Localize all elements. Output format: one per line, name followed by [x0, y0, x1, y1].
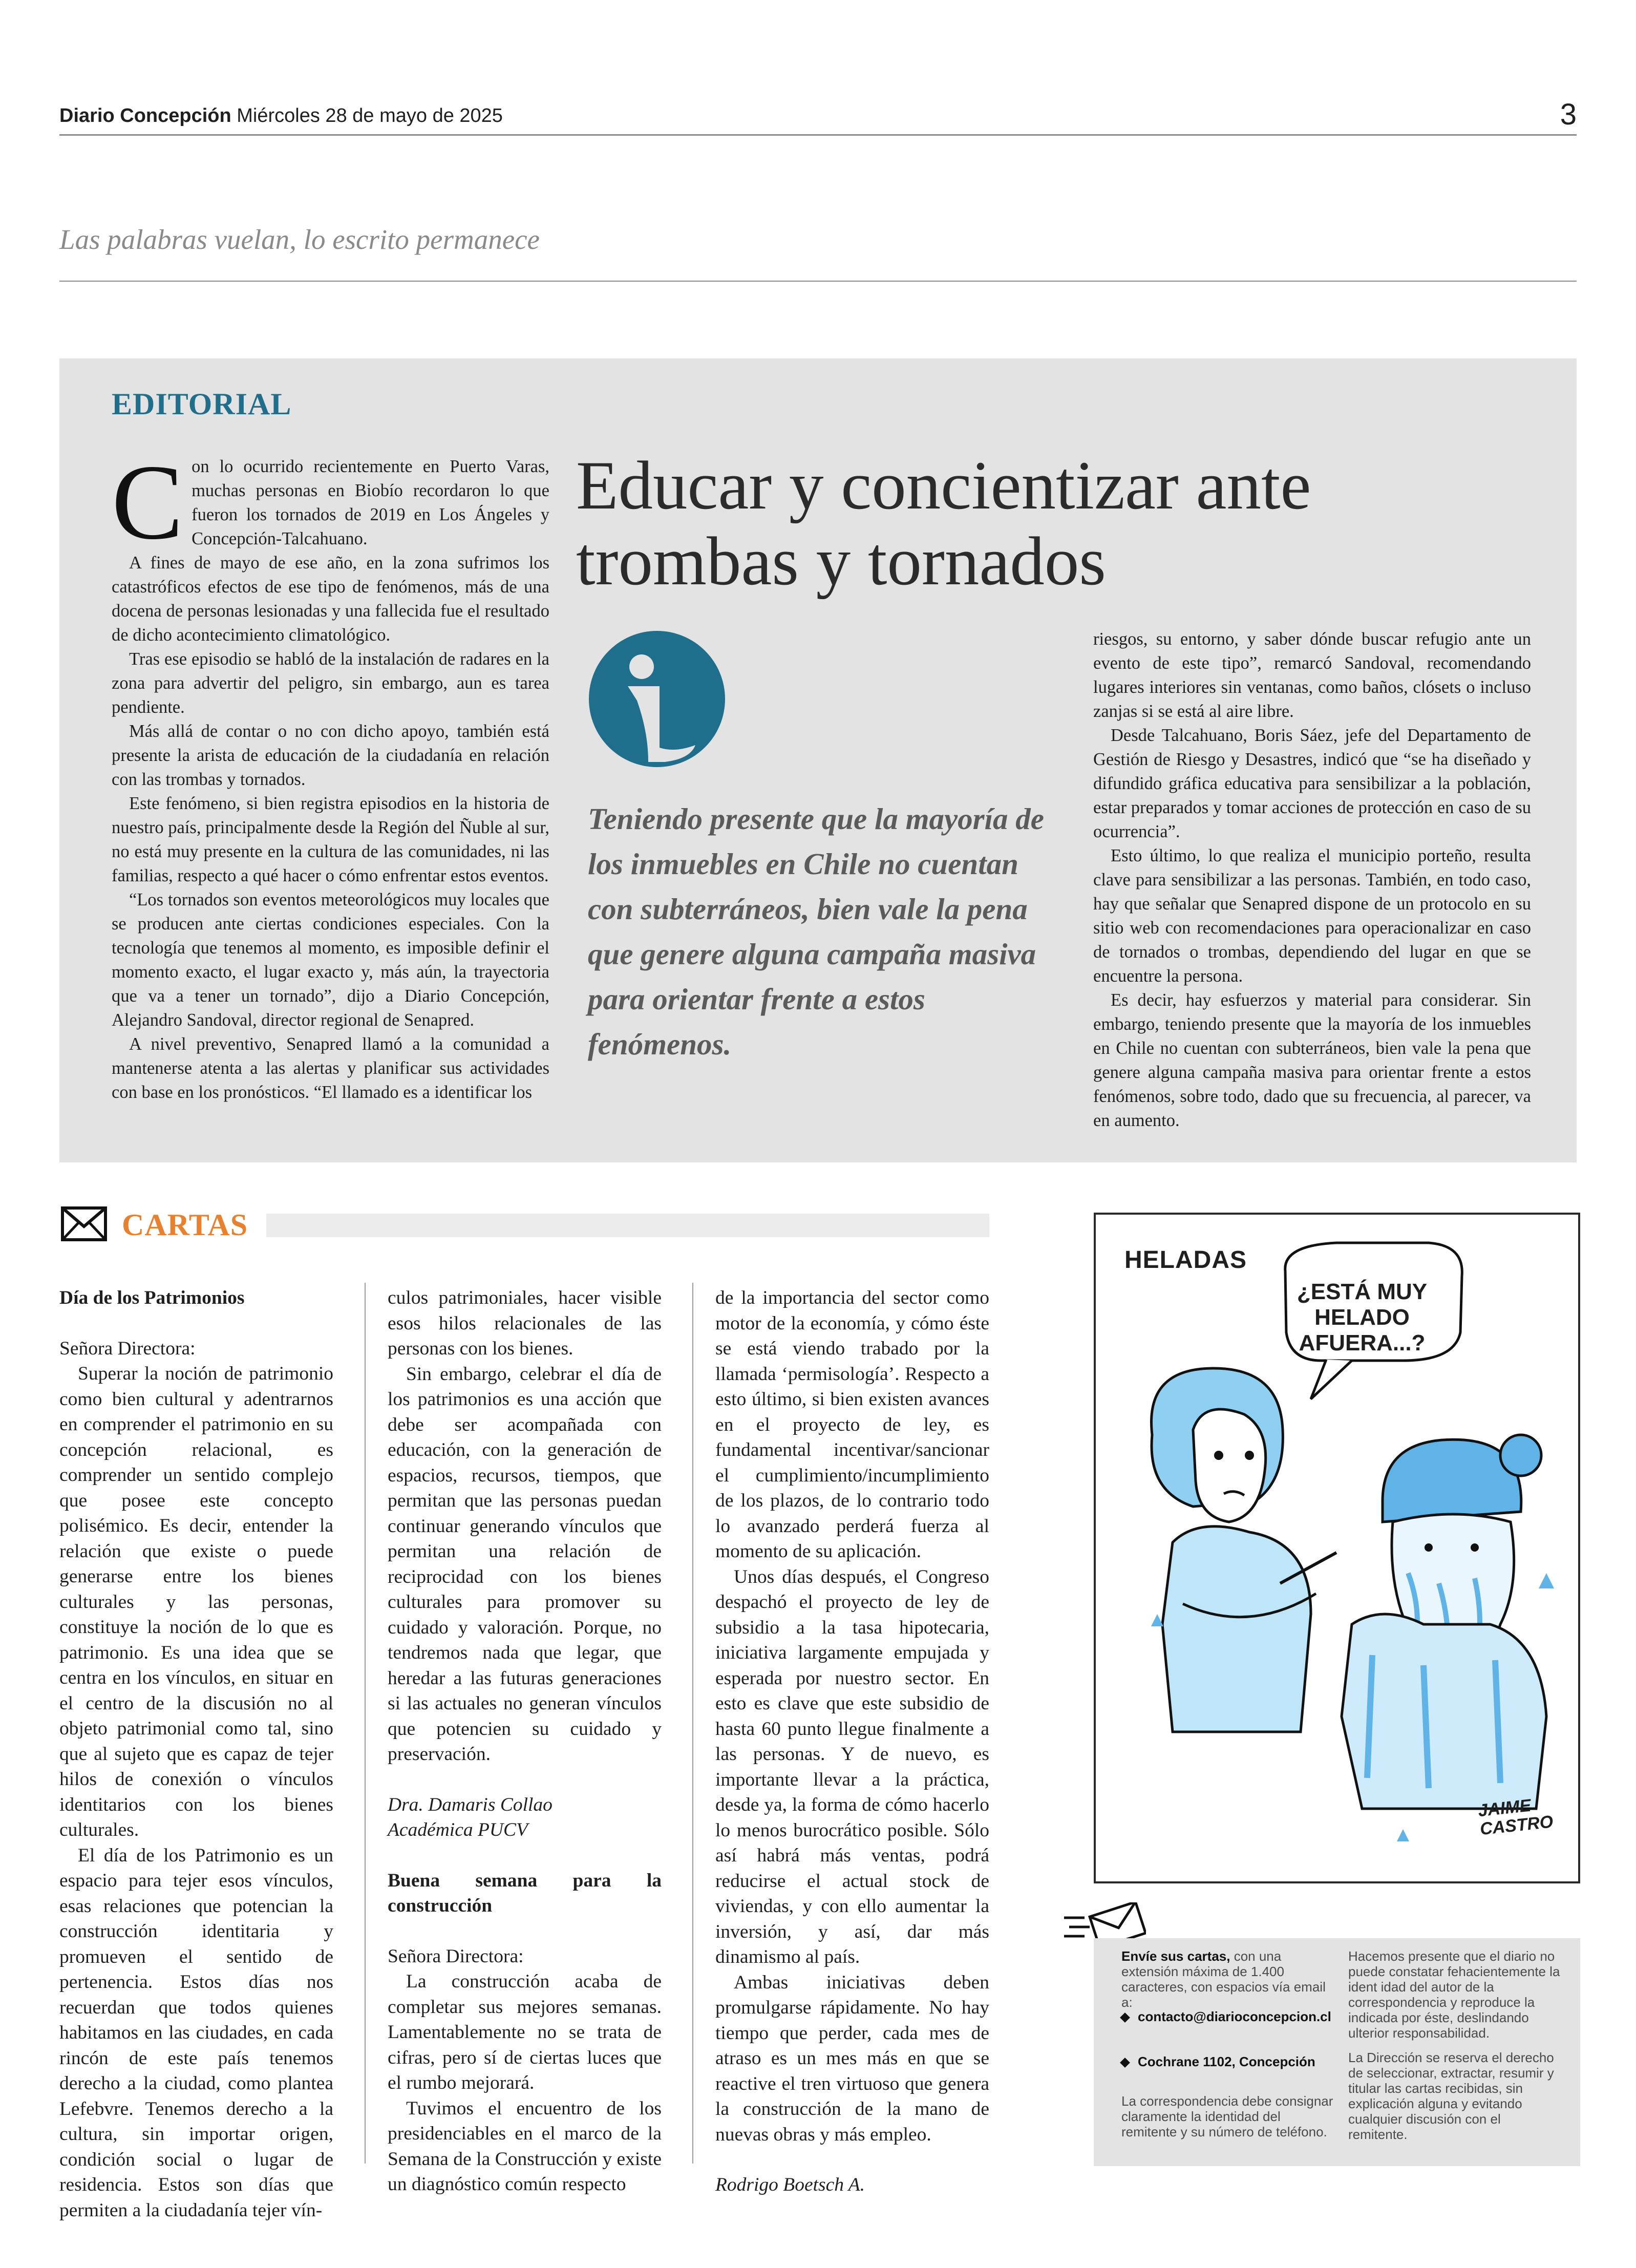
motto-rule: [59, 281, 1577, 282]
page-number: 3: [1560, 98, 1577, 131]
letter-salutation: Señora Directora:: [388, 1945, 524, 1967]
editorial-paragraph: Esto último, lo que realiza el municipio porteño, resulta clave para sensibilizar a las personas. También, en todo caso, hay que señalar que Senapred dispone de un protocolo en su sitio web con recomendaciones para operacionalizar en caso de tornados o trombas, dependiendo del lugar en que se encuentre la persona.: [1093, 846, 1531, 986]
editorial-paragraph: Este fenómeno, si bien registra episodios en la historia de nuestro país, principalmente desde la Región del Ñuble al sur, no está muy presente en la cultura de las comunidades, ni las familias, respecto a qué hacer o cómo enfrentar estos eventos.: [112, 794, 549, 885]
diamond-bullet-icon: [1120, 2012, 1130, 2023]
issue-date: Miércoles 28 de mayo de 2025: [237, 105, 503, 126]
editorial-pullquote: Teniendo presente que la mayoría de los inmuebles en Chile no cuentan con subterráneos, bien vale la pena que genere alguna campaña masiva para orientar frente a estos fenómenos.: [588, 802, 1044, 1061]
editorial-paragraph: Es decir, hay esfuerzos y material para considerar. Sin embargo, teniendo presente que la mayoría de los inmuebles en Chile no cuentan con subterráneos, bien vale la pena que genere alguna campaña masiva para orientar frente a estos fenómenos, sobre todo, dado que su frecuencia, al parecer, va en aumento.: [1093, 990, 1531, 1130]
editorial-headline: Educar y concientizar ante trombas y tornados: [576, 448, 1311, 600]
letter-paragraph: de la importancia del sector como motor de la economía, y cómo éste se está viendo trabado por la llamada ‘permisología’. Respecto a esto último, si bien existen avances en el proyecto de ley, es fundamental incentivar/sancionar el cumplimiento/incumplimiento de los plazos, de lo contrario todo lo avanzado perderá fuerza al momento de su aplicación.: [715, 1287, 989, 1562]
submission-address: Cochrane 1102, Concepción: [1121, 2054, 1336, 2069]
letter-paragraph: Tuvimos el encuentro de los presidenciables en el marco de la Semana de la Construcción y existe un diagnóstico común respecto: [388, 2097, 662, 2195]
submission-note-editing: La Dirección se reserva el derecho de seleccionar, extractar, resumir y titular las cartas recibidas, sin explicación alguna y evitando cualquier discusión con el remitente.: [1348, 2050, 1554, 2142]
paper-name: Diario Concepción: [59, 105, 231, 126]
header-rule: [59, 134, 1577, 136]
letter-paragraph: Sin embargo, celebrar el día de los patrimonios es una acción que debe ser acompañada con educación, con la generación de espacios, recursos, tiempos, que permitan que las personas puedan continuar generando vínculos que permitan una relación de reciprocidad con los bienes culturales para promover su cuidado y valoración. Porque, no tendremos nada que legar, que heredar a las futuras generaciones si las actuales no generan vínculos que potencien su cuidado y preservación.: [388, 1363, 662, 1765]
submission-intro-text: con una extensión máxima de 1.400 caracteres, con espacios vía email a:: [1121, 1948, 1326, 2010]
submission-email[interactable]: contacto@diarioconcepcion.cl: [1121, 2009, 1336, 2024]
submission-intro: [1121, 1948, 1336, 2010]
letter-paragraph: La construcción acaba de completar sus mejores semanas. Lamentablemente no se trata de cifras, pero sí de ciertas luces que el rumbo mejorará.: [388, 1971, 662, 2093]
drop-cap: C: [112, 443, 184, 562]
editorial-column-1: [112, 443, 549, 1105]
submission-intro-bold: Envíe sus cartas,: [1121, 1948, 1230, 1964]
letter-signature-name: Dra. Damaris Collao: [388, 1794, 553, 1815]
column-divider: [365, 1283, 366, 2164]
letter-signature-role: Académica PUCV: [388, 1819, 528, 1840]
section-motto: Las palabras vuelan, lo escrito permanece: [59, 224, 540, 255]
letters-column-2: [388, 1285, 662, 2197]
editorial-label: EDITORIAL: [112, 387, 292, 421]
cartoonist-signature: JAIME CASTRO: [1477, 1795, 1555, 1839]
info-icon: [588, 630, 726, 768]
letter-title: Buena semana para la construcción: [388, 1870, 662, 1916]
editorial-paragraph: A nivel preventivo, Senapred llamó a la comunidad a mantenerse atenta a las alertas y planificar sus actividades con base en los pronósticos. “El llamado es a identificar los: [112, 1034, 549, 1102]
cartoon-speech-bubble: ¿ESTÁ MUY HELADO AFUERA...?: [1297, 1279, 1428, 1355]
cartas-header-bar: [266, 1214, 989, 1237]
editorial-column-3: [1093, 627, 1531, 1133]
editorial-paragraph: Desde Talcahuano, Boris Sáez, jefe del Departamento de Gestión de Riesgo y Desastres, indicó que “se ha diseñado y difundido gráfica educativa para sensibilizar a la población, estar preparados y tomar acciones de protección en caso de su ocurrencia”.: [1093, 726, 1531, 841]
editorial-paragraph: Tras ese episodio se habló de la instalación de radares en la zona para advertir del peligro, sin embargo, aun es tarea pendiente.: [112, 649, 549, 717]
submission-note-disclaimer: Hacemos presente que el diario no puede constatar fehacientemente la ident idad del autor de la correspondencia y reproduce la indicada por éste, deslindando ulterior responsabilidad.: [1348, 1948, 1560, 2041]
editorial-paragraph: “Los tornados son eventos meteorológicos muy locales que se producen ante ciertas condiciones especiales. Con la tecnología que tenemos al momento, es imposible definir el momento exacto, el lugar exacto y, más aún, la trayectoria que va a tener un tornado”, dijo a Diario Concepción, Alejandro Sandoval, director regional de Senapred.: [112, 890, 549, 1030]
envelope-icon: [60, 1206, 108, 1242]
masthead: [59, 105, 503, 127]
letter-paragraph: Ambas iniciativas deben promulgarse rápidamente. No hay tiempo que perder, cada mes de atraso es un mes más en que se reactive el tren virtuoso que genera la construcción de la mano de nuevas obras y más empleo.: [715, 1972, 989, 2145]
submission-note-identity: La correspondencia debe consignar claramente la identidad del remitente y su número de teléfono.: [1121, 2093, 1333, 2139]
letter-paragraph: culos patrimoniales, hacer visible esos hilos relacionales de las personas con los bienes.: [388, 1287, 662, 1359]
letter-signature: Rodrigo Boetsch A.: [715, 2174, 865, 2195]
editorial-lead-paragraph: Con lo ocurrido recientemente en Puerto Varas, muchas personas en Biobío recordaron lo que fueron los tornados de 2019 en Los Ángeles y Concepción-Talcahuano.: [112, 443, 549, 562]
letter-paragraph: Unos días después, el Congreso despachó el proyecto de ley de subsidio a la tasa hipotecaria, iniciativa largamente empujada y esperada por nuestro sector. En esto es clave que este subsidio de hasta 60 punto llegue finalmente a las personas. Y de nuevo, es importante llevar a la práctica, desde ya, la forma de cómo hacerlo lo menos burocrático posible. Sólo así habrá más ventas, podrá reducirse el actual stock de viviendas, y con ello aumentar la inversión, y así, dar más dinamismo al país.: [715, 1566, 989, 1967]
letters-column-1: [59, 1285, 333, 2223]
editorial-paragraph: Más allá de contar o no con dicho apoyo, también está presente la arista de educación de la ciudadanía en relación con las trombas y tornados.: [112, 722, 549, 789]
editorial-paragraph: riesgos, su entorno, y saber dónde buscar refugio ante un evento de este tipo”, remarcó Sandoval, recomendando lugares interiores sin ventanas, como baños, clósets o incluso zanjas si se está al aire libre.: [1093, 629, 1531, 721]
editorial-paragraph: A fines de mayo de ese año, en la zona sufrimos los catastróficos efectos de ese tipo de fenómenos, más de una docena de personas lesionadas y una fallecida fue el resultado de dicho acontecimiento climatológico.: [112, 553, 549, 645]
cartoon-title: HELADAS: [1124, 1246, 1247, 1274]
column-divider: [692, 1283, 693, 2164]
cartas-label: CARTAS: [122, 1208, 248, 1242]
letter-paragraph: Superar la noción de patrimonio como bien cultural y adentrarnos en comprender el patrimonio en su concepción relacional, es comprender un sentido complejo que posee este concepto polisémico. Es decir, entender la relación que existe o puede generarse entre los bienes culturales y las personas, constituye la noción de lo que es patrimonio. Es una idea que se centra en los vínculos, en situar en el centro de la discusión no al objeto patrimonial como tal, sino que al sujeto que es capaz de tejer hilos de conexión o vínculos identitarios con los bienes culturales.: [59, 1363, 333, 1840]
letters-column-3: [715, 1285, 989, 2198]
diamond-bullet-icon: [1120, 2058, 1130, 2068]
letter-title: Día de los Patrimonios: [59, 1287, 245, 1308]
letter-paragraph: El día de los Patrimonio es un espacio para tejer esos vínculos, esas relaciones que potencian la construcción identitaria y promueven el sentido de pertenencia. Estos días nos recuerdan que todos quienes habitamos en las ciudades, en cada rincón de este país tenemos derecho a la ciudad, como plantea Lefebvre. Tenemos derecho a la cultura, sin importar origen, condición social o lugar de residencia. Estos son días que permiten a la ciudadanía tejer vín-: [59, 1845, 333, 2221]
letter-salutation: Señora Directora:: [59, 1338, 196, 1359]
